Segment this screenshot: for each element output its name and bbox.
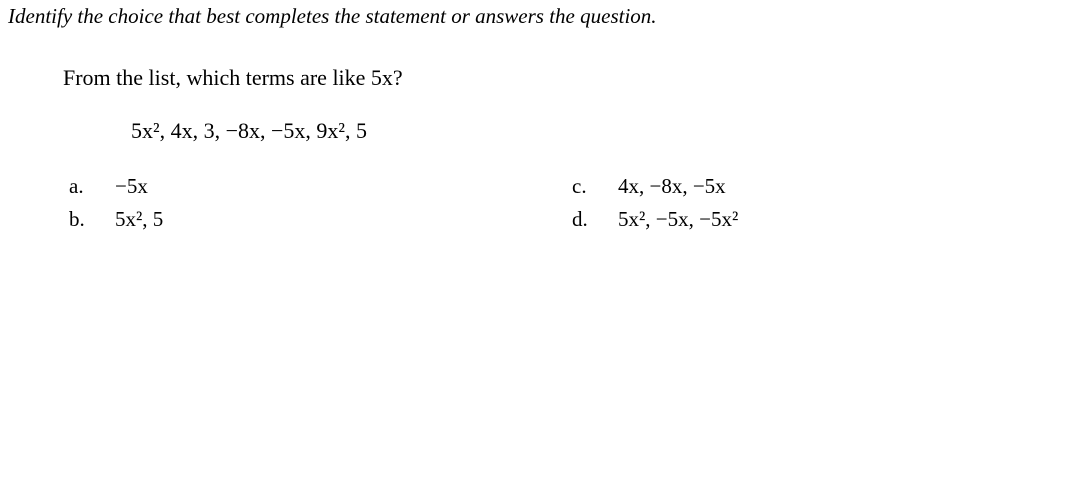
choice-letter: d. — [572, 207, 588, 231]
answer-choice-d[interactable] — [572, 207, 738, 232]
choice-text: 5x², 5 — [115, 207, 164, 231]
choice-letter: c. — [572, 174, 587, 198]
question-text: From the list, which terms are like 5x? — [63, 65, 403, 90]
choice-letter: b. — [69, 207, 85, 231]
choice-text: −5x — [115, 174, 148, 198]
term-list: 5x², 4x, 3, −8x, −5x, 9x², 5 — [131, 118, 368, 143]
choice-letter: a. — [69, 174, 84, 198]
instructions-text: Identify the choice that best completes the statement or answers the question. — [8, 4, 657, 28]
answer-choice-c[interactable] — [572, 174, 726, 199]
answer-choice-a[interactable] — [69, 174, 148, 199]
choice-text: 4x, −8x, −5x — [618, 174, 726, 198]
choice-text: 5x², −5x, −5x² — [618, 207, 739, 231]
answer-choice-b[interactable] — [69, 207, 163, 232]
